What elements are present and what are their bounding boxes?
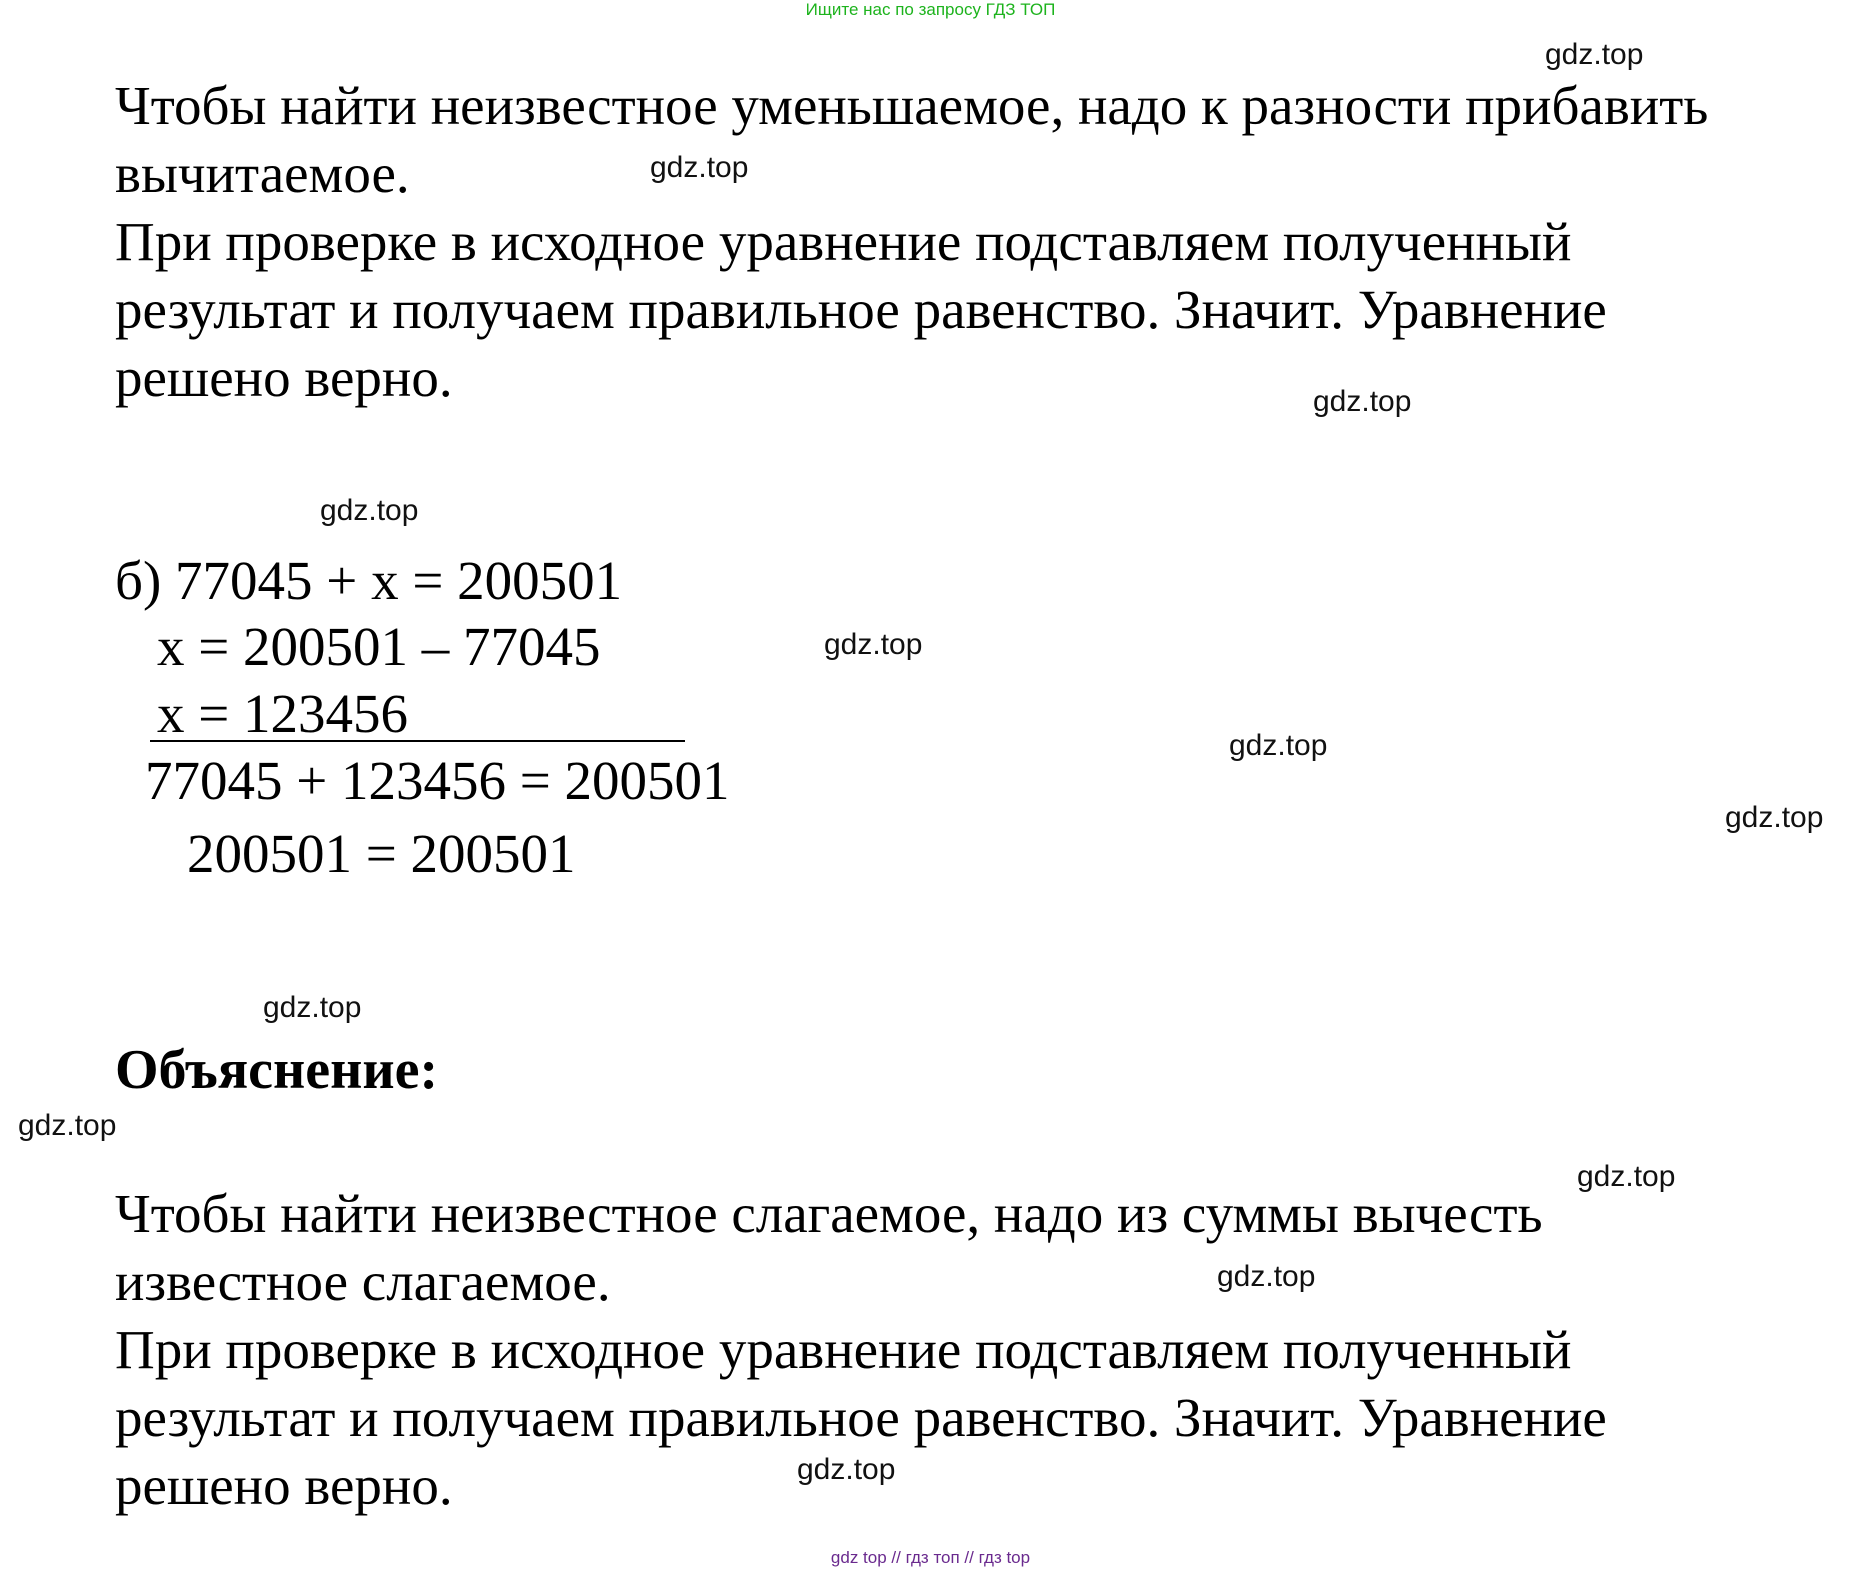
watermark: gdz.top [650,151,749,184]
watermark: gdz.top [18,1109,117,1142]
text-line: результат и получаем правильное равенство. Значит. Уравнение [115,279,1607,340]
watermark: gdz.top [320,494,419,527]
paragraph-addition-rule [115,1180,1835,1520]
watermark: gdz.top [1725,801,1824,834]
top-banner: Ищите нас по запросу ГДЗ ТОП [805,0,1056,19]
bottom-banner: gdz top // гдз топ // гдз top [830,1548,1031,1567]
check-line: 77045 + 123456 = 200501 [145,750,730,811]
explanation-heading: Объяснение: [115,1039,439,1101]
text-line: При проверке в исходное уравнение подставляем полученный [115,1319,1572,1380]
watermark: gdz.top [1545,38,1644,71]
text-line: вычитаемое. [115,143,410,204]
watermark: gdz.top [1217,1260,1316,1293]
watermark: gdz.top [263,991,362,1024]
watermark: gdz.top [1229,729,1328,762]
text-line: результат и получаем правильное равенство. Значит. Уравнение [115,1387,1607,1448]
equation-line: б) 77045 + x = 200501 [115,550,623,611]
text-line: Чтобы найти неизвестное слагаемое, надо из суммы вычесть [115,1183,1543,1244]
text-line: При проверке в исходное уравнение подставляем полученный [115,211,1572,272]
watermark: gdz.top [1313,385,1412,418]
check-line: 200501 = 200501 [187,823,576,884]
watermark: gdz.top [824,628,923,661]
check-divider [150,740,685,742]
equation-line: x = 123456 [157,683,409,744]
text-line: Чтобы найти неизвестное уменьшаемое, надо к разности прибавить [115,75,1709,136]
equation-line: x = 200501 – 77045 [157,616,601,677]
watermark: gdz.top [797,1453,896,1486]
text-line: решено верно. [115,1455,453,1516]
text-line: известное слагаемое. [115,1251,611,1312]
watermark: gdz.top [1577,1160,1676,1193]
paragraph-subtraction-rule [115,72,1835,412]
text-line: решено верно. [115,347,453,408]
